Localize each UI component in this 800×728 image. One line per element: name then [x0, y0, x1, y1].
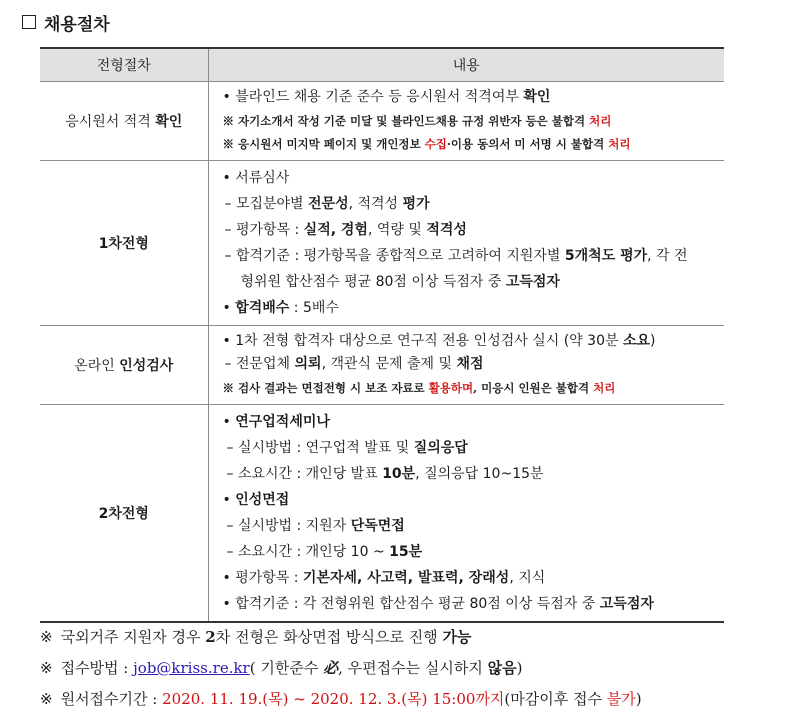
note-mark-icon: ※ [40, 628, 53, 646]
procedure-table [40, 47, 724, 623]
text-segment: 않음 [487, 659, 517, 677]
text-segment: : 5배수 [289, 299, 339, 316]
text-segment: 전문성 [308, 195, 349, 212]
text-segment: ) [650, 332, 656, 349]
text-segment: 연구업적세미나 [235, 413, 330, 430]
content-line [223, 330, 725, 354]
table-row [40, 325, 724, 404]
text-segment: 확인 [523, 89, 551, 105]
content-line [223, 217, 725, 243]
text-segment: , 우편접수는 실시하지 [338, 659, 488, 677]
content-line [223, 86, 725, 110]
text-segment: , 역량 및 [367, 221, 427, 238]
text-segment: 기본자세, 사고력, 발표력, 장래성 [302, 569, 510, 586]
text-segment: ) [635, 690, 642, 708]
checkbox-square-icon [22, 15, 36, 29]
text-segment: 질의응답 [413, 439, 468, 456]
text-segment: 처리 [608, 136, 631, 151]
text-segment: – 소요시간 : 개인당 10 ~ [226, 543, 390, 560]
content-cell [208, 82, 724, 161]
text-segment: 접수방법 : [60, 659, 134, 677]
text-segment: 활용하며 [428, 380, 474, 395]
content-line [223, 513, 725, 539]
table-row [40, 404, 724, 622]
text-segment: ( 기한준수 [249, 659, 324, 677]
text-segment: , 객관식 문제 출제 및 [321, 356, 457, 372]
text-segment: ·이용 동의서 미 서명 시 불합격 [446, 136, 609, 151]
content-line [223, 243, 725, 269]
content-line [223, 353, 725, 377]
text-segment: 단독면접 [350, 517, 405, 534]
text-segment: 처리 [589, 113, 612, 128]
stage-cell: 응시원서 적격 확인 [40, 82, 208, 161]
text-segment: ※ 응시원서 미지막 페이지 및 개인정보 [222, 136, 425, 151]
text-segment: , 질의응답 10~15분 [415, 465, 544, 482]
text-segment: – 평가항목 : [224, 221, 304, 238]
text-segment: 평가 [402, 195, 430, 212]
text-segment: 원서접수기간 : [60, 690, 163, 708]
table-row [40, 160, 724, 325]
text-segment: 실적, 경험 [303, 221, 368, 238]
content-cell [208, 404, 724, 622]
text-segment: 必 [323, 659, 339, 677]
content-line [223, 487, 725, 513]
footer-note [40, 688, 642, 709]
text-segment: 10분 [382, 465, 416, 482]
content-cell [208, 325, 724, 404]
text-segment: 차 전형은 화상면접 방식으로 진행 [215, 628, 443, 646]
text-segment: – 실시방법 : 연구업적 발표 및 [226, 439, 414, 456]
text-segment: – 소요시간 : 개인당 발표 [226, 465, 383, 482]
note-line [223, 133, 725, 156]
text-segment: 소요 [622, 332, 651, 349]
content-line [223, 269, 725, 295]
note-line [223, 377, 725, 400]
stage-cell: 1차전형 [40, 160, 208, 325]
stage-cell: 온라인 인성검사 [40, 325, 208, 404]
text-segment: ) [516, 659, 523, 677]
text-segment: 형위원 합산점수 평균 80점 이상 득점자 중 [240, 273, 506, 290]
text-segment: • 1차 전형 합격자 대상으로 연구직 전용 인성검사 실시 (약 30분 [222, 332, 623, 349]
section-title-text: 채용절차 [44, 14, 110, 35]
text-segment: 인성면접 [235, 491, 290, 508]
text-segment: • [222, 299, 236, 316]
text-segment: 가능 [442, 628, 472, 646]
text-segment: – 모집분야별 [224, 195, 309, 212]
text-segment: , 지식 [509, 569, 546, 586]
text-segment: ※ 검사 결과는 면접전형 시 보조 자료로 [222, 380, 429, 395]
section-title [22, 10, 110, 34]
text-segment: • [222, 491, 236, 508]
content-cell [208, 160, 724, 325]
text-segment: – 합격기준 : 평가항목을 종합적으로 고려하여 지원자별 [224, 247, 565, 264]
text-segment: 고득점자 [599, 595, 654, 612]
text-segment: 고득점자 [505, 273, 560, 290]
content-line [223, 295, 725, 321]
text-segment: 채점 [456, 356, 484, 372]
text-segment: 의뢰 [294, 356, 322, 372]
table-row [40, 82, 724, 161]
content-line [223, 191, 725, 217]
text-segment: (마감이후 접수 [504, 690, 607, 708]
email-link[interactable]: job@kriss.re.kr [133, 659, 250, 677]
note-mark-icon: ※ [40, 659, 53, 677]
text-segment: 합격배수 [235, 299, 290, 316]
text-segment: 불가 [606, 690, 636, 708]
footer-note [40, 626, 471, 647]
content-line [223, 565, 725, 591]
text-segment: • 평가항목 : [222, 569, 303, 586]
content-line [223, 435, 725, 461]
text-segment: • 블라인드 채용 기준 준수 등 응시원서 적격여부 [222, 89, 524, 105]
text-segment: – 실시방법 : 지원자 [226, 517, 351, 534]
header-content: 내용 [208, 48, 724, 82]
table-header-row [40, 48, 724, 82]
text-segment: – 전문업체 [224, 356, 295, 372]
stage-cell: 2차전형 [40, 404, 208, 622]
content-line [223, 461, 725, 487]
text-segment: 처리 [593, 380, 616, 395]
footer-note [40, 657, 522, 678]
text-segment: 15분 [389, 543, 423, 560]
text-segment: 수집 [424, 136, 447, 151]
text-segment: ※ 자기소개서 작성 기준 미달 및 블라인드채용 규정 위반자 등은 불합격 [222, 113, 590, 128]
content-line [223, 165, 725, 191]
content-line [223, 409, 725, 435]
text-segment: , 각 전 [647, 247, 688, 264]
text-segment: , 적격성 [348, 195, 403, 212]
text-segment: 5개척도 평가 [564, 247, 648, 264]
note-line [223, 110, 725, 133]
text-segment: 국외거주 지원자 경우 [60, 628, 206, 646]
text-segment: 적격성 [426, 221, 467, 238]
text-segment: 2020. 11. 19.(목) ~ 2020. 12. 3.(목) 15:00까지 [162, 690, 505, 708]
note-mark-icon: ※ [40, 690, 53, 708]
header-stage: 전형절차 [40, 48, 208, 82]
text-segment: • 합격기준 : 각 전형위원 합산점수 평균 80점 이상 득점자 중 [222, 595, 600, 612]
text-segment: • 서류심사 [222, 169, 290, 186]
text-segment: • [222, 413, 236, 430]
content-line [223, 539, 725, 565]
content-line [223, 591, 725, 617]
text-segment: , 미응시 인원은 불합격 [473, 380, 594, 395]
text-segment: 2 [205, 628, 216, 646]
